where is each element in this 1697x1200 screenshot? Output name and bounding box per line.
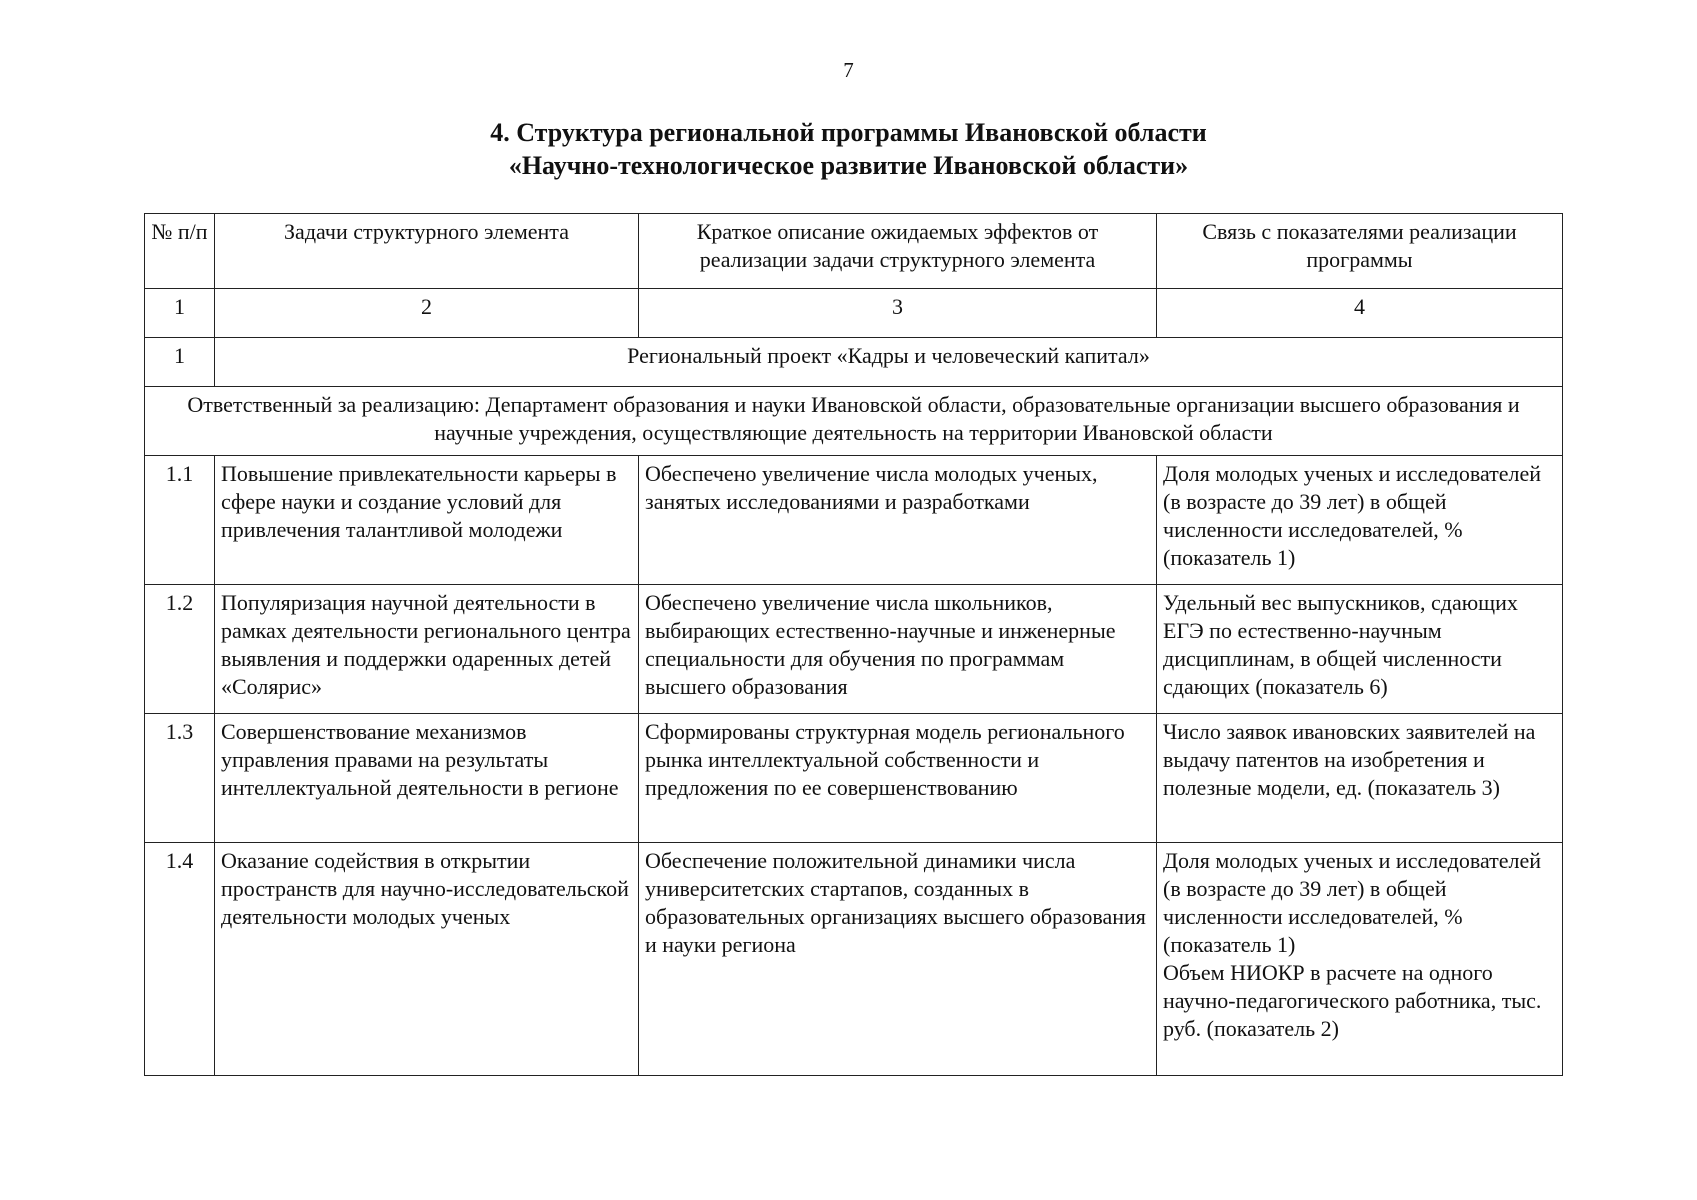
column-numbers-row <box>145 289 1563 338</box>
table-row <box>145 585 1563 714</box>
row-task: Популяризация научной деятельности в рамках деятельности регионального центра выявления и поддержки одаренных детей «Солярис» <box>215 585 639 714</box>
header-indicators: Связь с показателями реализации программы <box>1157 214 1563 289</box>
row-indicators <box>1157 456 1563 585</box>
column-number: 4 <box>1157 289 1563 338</box>
row-task: Повышение привлекательности карьеры в сфере науки и создание условий для привлечения талантливой молодежи <box>215 456 639 585</box>
page-number: 7 <box>843 58 854 82</box>
row-indicators <box>1157 585 1563 714</box>
table-row <box>145 456 1563 585</box>
project-row <box>145 338 1563 387</box>
indicator-text: Доля молодых ученых и исследователей (в возрасте до 39 лет) в общей численности исследователей, % (показатель 1) <box>1163 848 1542 957</box>
table-row <box>145 714 1563 843</box>
project-name: Региональный проект «Кадры и человеческий капитал» <box>215 338 1563 387</box>
column-number: 3 <box>639 289 1157 338</box>
column-number: 1 <box>145 289 215 338</box>
header-effects: Краткое описание ожидаемых эффектов от реализации задачи структурного элемента <box>639 214 1157 289</box>
title-line-1: 4. Структура региональной программы Ивановской области <box>490 118 1207 147</box>
row-task: Оказание содействия в открытии пространств для научно-исследовательской деятельности молодых ученых <box>215 843 639 1076</box>
header-num: № п/п <box>145 214 215 289</box>
responsible-row <box>145 387 1563 456</box>
row-effect: Обеспечено увеличение числа школьников, выбирающих естественно-научные и инженерные специальности для обучения по программам высшего образования <box>639 585 1157 714</box>
indicator-text: Объем НИОКР в расчете на одного научно-педагогического работника, тыс. руб. (показатель 2) <box>1163 960 1542 1041</box>
indicator-text: Число заявок ивановских заявителей на выдачу патентов на изобретения и полезные модели, ед. (показатель 3) <box>1163 719 1536 800</box>
column-number: 2 <box>215 289 639 338</box>
indicator-text: Удельный вес выпускников, сдающих ЕГЭ по естественно-научным дисциплинам, в общей численности сдающих (показатель 6) <box>1163 590 1518 699</box>
row-num: 1.1 <box>145 456 215 585</box>
row-indicators <box>1157 843 1563 1076</box>
row-num: 1.4 <box>145 843 215 1076</box>
table-header-row <box>145 214 1563 289</box>
responsible-text: Ответственный за реализацию: Департамент образования и науки Ивановской области, образовательные организации высшего образования и научные учреждения, осуществляющие деятельность на территории Ивановской области <box>145 387 1563 456</box>
document-title <box>0 116 1697 182</box>
title-line-2: «Научно-технологическое развитие Ивановской области» <box>508 151 1189 180</box>
header-tasks: Задачи структурного элемента <box>215 214 639 289</box>
row-num: 1.3 <box>145 714 215 843</box>
row-effect: Обеспечение положительной динамики числа университетских стартапов, созданных в образовательных организациях высшего образования и науки региона <box>639 843 1157 1076</box>
structure-table <box>144 213 1563 1076</box>
row-task: Совершенствование механизмов управления правами на результаты интеллектуальной деятельности в регионе <box>215 714 639 843</box>
row-indicators <box>1157 714 1563 843</box>
table-row <box>145 843 1563 1076</box>
project-num: 1 <box>145 338 215 387</box>
row-effect: Сформированы структурная модель регионального рынка интеллектуальной собственности и предложения по ее совершенствованию <box>639 714 1157 843</box>
indicator-text: Доля молодых ученых и исследователей (в возрасте до 39 лет) в общей численности исследователей, % (показатель 1) <box>1163 461 1542 570</box>
row-effect: Обеспечено увеличение числа молодых ученых, занятых исследованиями и разработками <box>639 456 1157 585</box>
row-num: 1.2 <box>145 585 215 714</box>
